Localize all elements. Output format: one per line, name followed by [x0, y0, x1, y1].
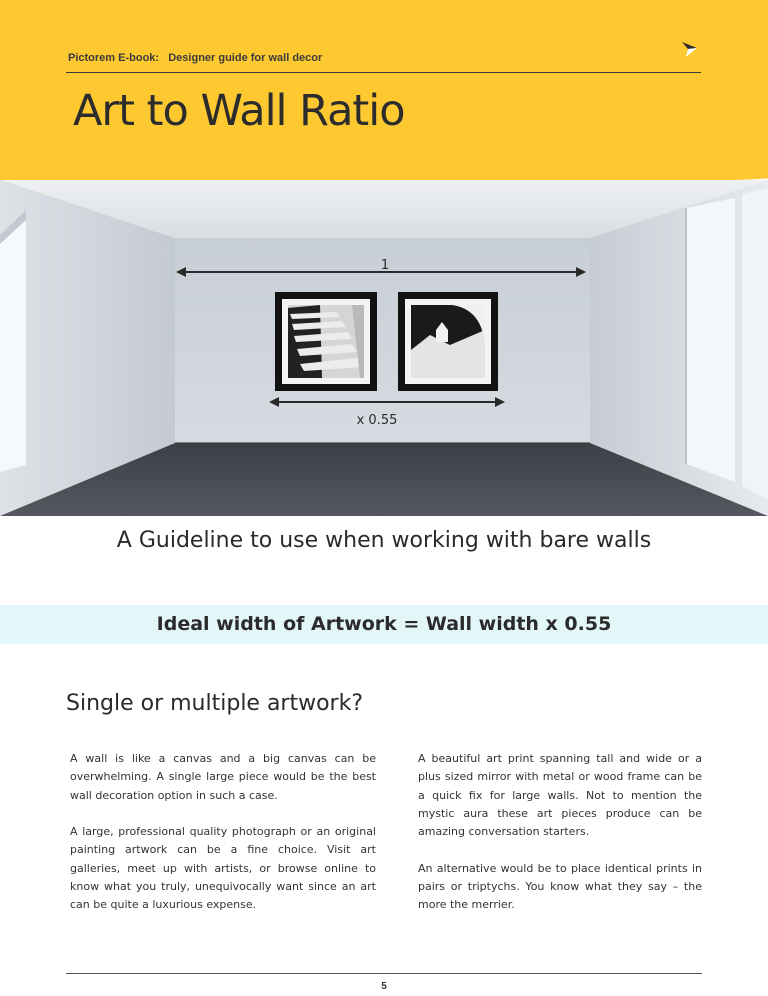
paragraph: A wall is like a canvas and a big canvas can be overwhelming. A single large piece would be the best wall decoration option in such a case. [70, 752, 376, 802]
paragraph: An alternative would be to place identical prints in pairs or triptychs. You know what they say – the more the merrier. [418, 861, 702, 912]
page-number: 5 [381, 981, 387, 992]
footer-rule [66, 973, 702, 974]
publication-label: Pictorem E-book: Designer guide for wall decor [68, 52, 323, 64]
paragraph: A beautiful art print spanning tall and wide or a plus sized mirror with metal or wood frame can be a quick fix for large walls. Not to mention the mystic aura these art pieces produce can be amazing conversation starters. [418, 752, 702, 839]
framed-print-building [398, 292, 498, 391]
formula-text: Ideal width of Artwork = Wall width x 0.55 [156, 613, 612, 635]
wall-width-label: 1 [380, 258, 390, 273]
left-column [70, 750, 376, 933]
guideline-subtitle: A Guideline to use when working with bare walls [116, 528, 652, 553]
room-scene [0, 180, 768, 516]
room-illustration [0, 180, 768, 516]
paragraph: A large, professional quality photograph or an original painting artwork can be a fine choice. Visit art galleries, meet up with artists, or browse online to know what you truly, unequivocally want since an art can be quite a luxurious expense. [70, 825, 376, 912]
header-rule [66, 72, 701, 73]
pictorem-logo-icon [680, 40, 698, 58]
framed-print-stairs [275, 292, 377, 391]
section-heading: Single or multiple artwork? [66, 691, 364, 716]
right-column [418, 750, 702, 933]
artwork-width-label: x 0.55 [356, 413, 398, 428]
page-title: Art to Wall Ratio [73, 86, 405, 136]
